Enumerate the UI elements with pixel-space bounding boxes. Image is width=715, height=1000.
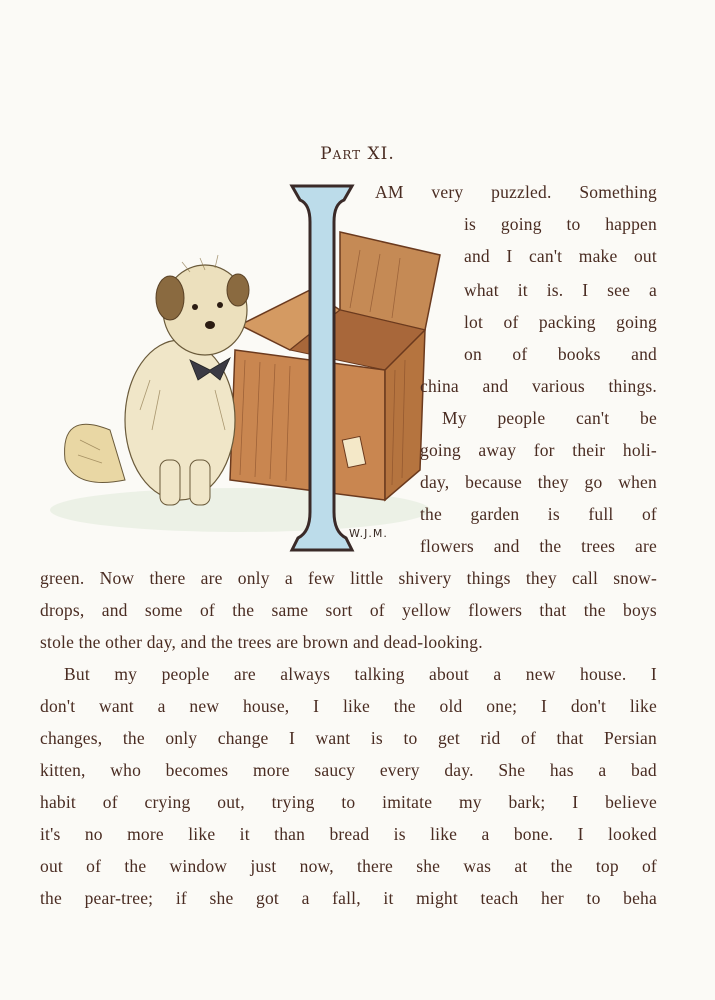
text-line: But my people are always talking about a new house. I [64, 664, 657, 684]
text-line: drops, and some of the same sort of yellow flowers that the boys [40, 600, 657, 620]
text-line: flowers and the trees are [420, 536, 657, 556]
text-line: china and various things. [420, 376, 657, 396]
text-line: it's no more like it than bread is like a bone. I looked [40, 824, 657, 844]
text-line: is going to happen [464, 214, 657, 234]
text-line: and I can't make out [464, 246, 657, 266]
text-line: on of books and [464, 344, 657, 364]
text-line: what it is. I see a [464, 280, 657, 300]
text-line: kitten, who becomes more saucy every day. She has a bad [40, 760, 657, 780]
text-line: day, because they go when [420, 472, 657, 492]
dog-and-box-illustration [40, 180, 470, 560]
text-line: My people can't be [442, 408, 657, 428]
text-line: out of the window just now, there she was at the top of [40, 856, 657, 876]
text-line: going away for their holi- [420, 440, 657, 460]
decorative-initial-letter [288, 182, 356, 554]
text-line: changes, the only change I want is to get rid of that Persian [40, 728, 657, 748]
text-line: don't want a new house, I like the old one; I don't like [40, 696, 657, 716]
chapter-heading: Part XI. [320, 144, 395, 164]
text-line: lot of packing going [464, 312, 657, 332]
text-line: the garden is full of [420, 504, 657, 524]
illustrator-signature: W.J.M. [349, 527, 388, 540]
text-line: the pear-tree; if she got a fall, it might teach her to beha [40, 888, 657, 908]
text-line: stole the other day, and the trees are brown and dead-looking. [40, 632, 483, 652]
text-line: green. Now there are only a few little shivery things they call snow- [40, 568, 657, 588]
text-line: AM very puzzled. Something [375, 182, 657, 202]
text-line: habit of crying out, trying to imitate my bark; I believe [40, 792, 657, 812]
